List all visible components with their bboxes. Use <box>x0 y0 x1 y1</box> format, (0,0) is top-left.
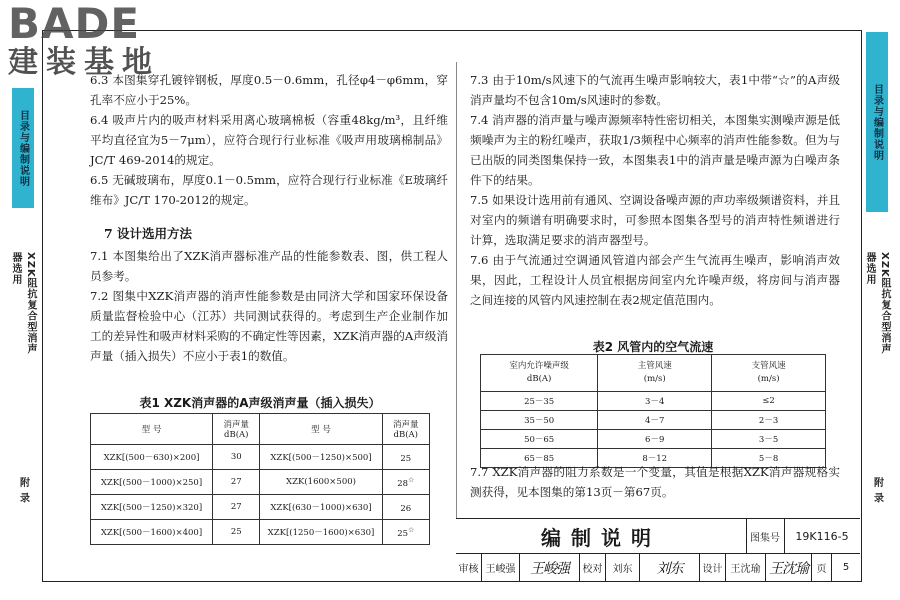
table-cell: 4－7 <box>598 411 712 430</box>
designer-name: 王沈瑜 <box>726 554 766 581</box>
table1-header-row <box>91 414 430 445</box>
table-cell: XZK[(1250－1600)×630] <box>260 520 382 545</box>
paragraph-7-3: 7.3 由于10m/s风速下的气流再生噪声影响较大，表1中带“☆”的A声级消声量均不包含10m/s风速时的参数。 <box>470 73 840 107</box>
designer-signature: 王沈瑜 <box>766 554 812 581</box>
section-7-title: 7 设计选用方法 <box>104 226 193 241</box>
side-tab-appendix-left[interactable]: 附 录 <box>17 476 29 504</box>
table-cell: 27 <box>213 495 260 520</box>
side-tab-appendix-right[interactable]: 附 录 <box>871 476 883 504</box>
table-cell: XZK[(500－1250)×320] <box>91 495 213 520</box>
title-block-signatures <box>456 553 860 581</box>
table-cell: XZK(1600×500) <box>260 470 382 495</box>
table-cell: 5－8 <box>712 449 826 468</box>
logo-text-bottom: 建装基地 <box>8 45 160 80</box>
reviewer-signature: 王峻强 <box>520 554 580 581</box>
table-row <box>91 495 430 520</box>
table-cell: 50－65 <box>481 430 598 449</box>
review-label: 审核 <box>456 554 482 581</box>
table-row <box>481 430 826 449</box>
side-tab-section-left[interactable]: XZK阻抗复合型消声器选用 <box>10 252 36 355</box>
table-cell: XZK[(630－1000)×630] <box>260 495 382 520</box>
table1-header: 消声量 dB(A) <box>213 414 260 445</box>
checker-name: 刘东 <box>606 554 640 581</box>
table-cell <box>382 520 429 545</box>
paragraph-7-7: 7.7 XZK消声器的阻力系数是一个变量，其值是根据XZK消声器规格实测获得，见本图集的第13页－第67页。 <box>470 465 840 499</box>
star-mark: ☆ <box>408 475 415 484</box>
table-cell: XZK[(500－630)×200] <box>91 445 213 470</box>
table-cell: 35－50 <box>481 411 598 430</box>
check-label: 校对 <box>580 554 606 581</box>
table-row <box>481 411 826 430</box>
paragraph-6-5: 6.5 无碱玻璃布，厚度0.1－0.5mm，应符合现行行业标准《E玻璃纤维布》JC/T 170-2012的规定。 <box>90 173 448 207</box>
paragraph-7-4: 7.4 消声器的消声量与噪声源频率特性密切相关，本图集实测噪声源是低频噪声为主的粉红噪声，获取1/3频程中心频率的消声性能参数。但为与已出版的同类图集保持一致，本图集表1中的消声量是噪声源为白噪声条件下的结果。 <box>470 113 840 187</box>
table2-header: 支管风速 (m/s) <box>712 355 826 392</box>
cell-value: 25 <box>400 453 412 464</box>
cell-value: 28 <box>397 478 409 489</box>
table2-header-row <box>481 355 826 392</box>
paragraph-6-4: 6.4 吸声片内的吸声材料采用离心玻璃棉板（容重48kg/m³，且纤维平均直径宜为5－7μm），应符合现行行业标准《吸声用玻璃棉制品》JC/T 469-2014的规定。 <box>90 113 448 167</box>
column-divider <box>456 62 457 518</box>
side-tab-contents-left[interactable]: 目录与编制说明 <box>12 88 34 208</box>
paragraph-7-6: 7.6 由于气流通过空调通风管道内部会产生气流再生噪声，影响消声效果，因此，工程设计人员宜根据房间室内允许噪声级，将房间与消声器之间连接的风管内风速控制在表2规定值范围内。 <box>470 253 840 307</box>
title-block-top <box>456 518 860 554</box>
table2-caption: 表2 风管内的空气流速 <box>592 340 714 354</box>
paragraph-7-2: 7.2 图集中XZK消声器的消声性能参数是由同济大学和国家环保设备质量监督检验中心（江苏）共同测试获得的。考虑到生产企业制作加工的差异性和吸声材料采购的不确定性等因素，XZK消声器的A声级消声量（插入损失）不应小于表1的数值。 <box>90 289 448 363</box>
right-column <box>470 70 840 310</box>
table1-header: 型 号 <box>91 414 213 445</box>
table-cell: XZK[(500－1000)×250] <box>91 470 213 495</box>
drawing-title: 编制说明 <box>456 519 747 554</box>
table-cell: XZK[(500－1250)×500] <box>260 445 382 470</box>
table2-header: 主管风速 (m/s) <box>598 355 712 392</box>
table-cell: 25 <box>213 520 260 545</box>
side-tab-section-right[interactable]: XZK阻抗复合型消声器选用 <box>864 252 890 355</box>
table-row <box>91 445 430 470</box>
table-row <box>481 392 826 411</box>
table1-header: 消声量 dB(A) <box>382 414 429 445</box>
star-mark: ☆ <box>408 525 415 534</box>
title-block <box>456 518 860 580</box>
left-column <box>90 70 448 366</box>
reviewer-name: 王峻强 <box>482 554 520 581</box>
table2-header: 室内允许噪声级 dB(A) <box>481 355 598 392</box>
table-cell: 3－5 <box>712 430 826 449</box>
table-cell: 6－9 <box>598 430 712 449</box>
table-cell <box>382 445 429 470</box>
table-cell: XZK[(500－1600)×400] <box>91 520 213 545</box>
logo-text-top: BADE <box>8 0 141 48</box>
paragraph-7-1: 7.1 本图集给出了XZK消声器标准产品的性能参数表、图，供工程人员参考。 <box>90 249 448 283</box>
table-cell: 8－12 <box>598 449 712 468</box>
table-cell: ≤2 <box>712 392 826 411</box>
bade-logo <box>8 2 160 80</box>
table-cell <box>382 470 429 495</box>
table-cell: 27 <box>213 470 260 495</box>
table1-caption: 表1 XZK消声器的A声级消声量（插入损失） <box>139 396 381 410</box>
table1 <box>90 413 430 545</box>
table-cell: 30 <box>213 445 260 470</box>
table1-header: 型 号 <box>260 414 382 445</box>
right-column-bottom <box>470 462 840 502</box>
page-label: 页 <box>812 554 832 581</box>
side-tab-contents-right[interactable]: 目录与编制说明 <box>866 32 888 212</box>
cell-value: 26 <box>400 503 412 514</box>
atlas-number-label: 图集号 <box>746 519 785 554</box>
table-cell <box>382 495 429 520</box>
checker-signature: 刘东 <box>640 554 700 581</box>
cell-value: 25 <box>397 528 409 539</box>
paragraph-6-3: 6.3 本图集穿孔镀锌钢板，厚度0.5－0.6mm，孔径φ4－φ6mm，穿孔率不应小于25%。 <box>90 73 448 107</box>
table-cell: 3－4 <box>598 392 712 411</box>
design-label: 设计 <box>700 554 726 581</box>
table-row <box>91 470 430 495</box>
atlas-number: 19K116-5 <box>795 530 849 543</box>
table-cell: 2－3 <box>712 411 826 430</box>
page-number: 5 <box>842 562 850 573</box>
table-row <box>91 520 430 545</box>
table2 <box>480 354 826 468</box>
paragraph-7-5: 7.5 如果设计选用前有通风、空调设备噪声源的声功率级频谱资料，并且对室内的频谱有明确要求时，可参照本图集各型号的消声特性频谱进行计算，选取满足要求的消声器型号。 <box>470 193 840 247</box>
table-cell: 25－35 <box>481 392 598 411</box>
table-cell: 65－85 <box>481 449 598 468</box>
